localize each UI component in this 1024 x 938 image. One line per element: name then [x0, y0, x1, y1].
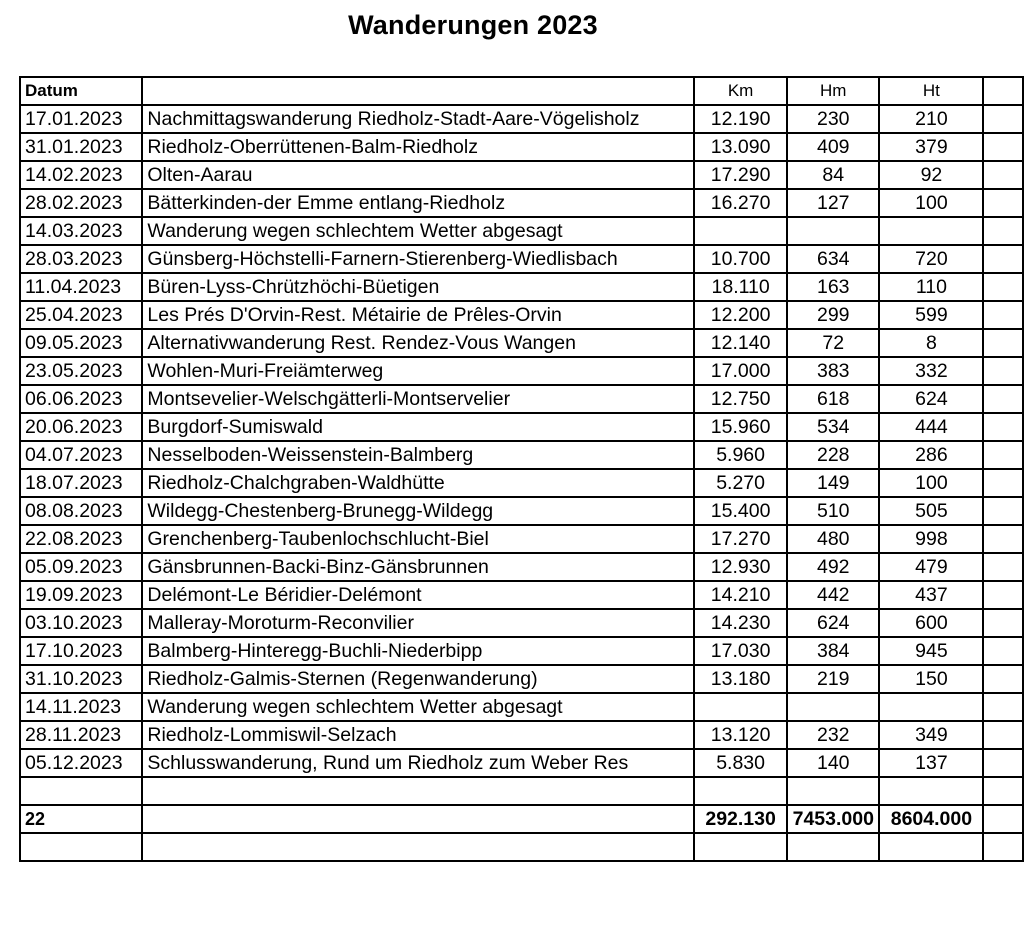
cell-description: Burgdorf-Sumiswald: [142, 413, 694, 441]
cell-date: 31.01.2023: [20, 133, 142, 161]
cell-ht: 8: [879, 329, 983, 357]
blank-row: [20, 833, 1023, 861]
cell-ht: 599: [879, 301, 983, 329]
header-ht: Ht: [879, 77, 983, 105]
cell-date: 17.10.2023: [20, 637, 142, 665]
cell-description: Olten-Aarau: [142, 161, 694, 189]
cell-km: 17.000: [694, 357, 787, 385]
cell-ht: 286: [879, 441, 983, 469]
cell-hm: 230: [787, 105, 879, 133]
cell-hm: 534: [787, 413, 879, 441]
cell-date: 28.02.2023: [20, 189, 142, 217]
header-hm: Hm: [787, 77, 879, 105]
table-row: [20, 133, 1023, 161]
cell-km: 14.230: [694, 609, 787, 637]
page-title: Wanderungen 2023: [348, 10, 598, 40]
table-row: [20, 217, 1023, 245]
blank-row: [20, 777, 1023, 805]
cell-extra: [983, 189, 1023, 217]
cell-description: Wanderung wegen schlechtem Wetter abgesagt: [142, 217, 694, 245]
table-row: [20, 413, 1023, 441]
cell-extra: [983, 245, 1023, 273]
cell-ht: 332: [879, 357, 983, 385]
cell-extra: [983, 805, 1023, 833]
cell-hm: [787, 693, 879, 721]
cell-hm: 384: [787, 637, 879, 665]
cell-ht: 720: [879, 245, 983, 273]
table-header-row: [20, 77, 1023, 105]
hikes-table-body: [20, 77, 1023, 861]
cell-description: Nachmittagswanderung Riedholz-Stadt-Aare-Vögelisholz: [142, 105, 694, 133]
cell-ht: [879, 777, 983, 805]
cell-description: [142, 833, 694, 861]
table-row: [20, 525, 1023, 553]
cell-extra: [983, 497, 1023, 525]
cell-extra: [983, 413, 1023, 441]
cell-description: Gänsbrunnen-Backi-Binz-Gänsbrunnen: [142, 553, 694, 581]
table-row: [20, 665, 1023, 693]
cell-hm: 163: [787, 273, 879, 301]
cell-ht: 210: [879, 105, 983, 133]
cell-km: 5.960: [694, 441, 787, 469]
cell-hm: 480: [787, 525, 879, 553]
cell-hm: 492: [787, 553, 879, 581]
cell-description: Bätterkinden-der Emme entlang-Riedholz: [142, 189, 694, 217]
hikes-table: [19, 76, 1024, 862]
cell-date: 18.07.2023: [20, 469, 142, 497]
cell-ht: 379: [879, 133, 983, 161]
cell-description: [142, 805, 694, 833]
cell-description: [142, 777, 694, 805]
cell-description: Schlusswanderung, Rund um Riedholz zum Weber Res: [142, 749, 694, 777]
cell-extra: [983, 777, 1023, 805]
cell-extra: [983, 665, 1023, 693]
cell-km: 12.140: [694, 329, 787, 357]
cell-hm: 510: [787, 497, 879, 525]
cell-km: [694, 777, 787, 805]
cell-date: 22: [20, 805, 142, 833]
cell-km: 17.290: [694, 161, 787, 189]
cell-description: Günsberg-Höchstelli-Farnern-Stierenberg-Wiedlisbach: [142, 245, 694, 273]
table-row: [20, 469, 1023, 497]
cell-date: 25.04.2023: [20, 301, 142, 329]
cell-ht: [879, 693, 983, 721]
cell-date: 23.05.2023: [20, 357, 142, 385]
cell-hm: 383: [787, 357, 879, 385]
cell-km: 12.190: [694, 105, 787, 133]
table-row: [20, 105, 1023, 133]
cell-km: 15.960: [694, 413, 787, 441]
cell-date: 19.09.2023: [20, 581, 142, 609]
cell-date: 08.08.2023: [20, 497, 142, 525]
cell-extra: [983, 357, 1023, 385]
cell-date: 05.12.2023: [20, 749, 142, 777]
table-row: [20, 749, 1023, 777]
cell-description: Les Prés D'Orvin-Rest. Métairie de Prêles-Orvin: [142, 301, 694, 329]
cell-hm: [787, 777, 879, 805]
cell-km: [694, 693, 787, 721]
cell-hm: 127: [787, 189, 879, 217]
cell-description: Alternativwanderung Rest. Rendez-Vous Wangen: [142, 329, 694, 357]
table-row: [20, 329, 1023, 357]
cell-extra: [983, 105, 1023, 133]
cell-description: Grenchenberg-Taubenlochschlucht-Biel: [142, 525, 694, 553]
cell-extra: [983, 329, 1023, 357]
table-row: [20, 693, 1023, 721]
cell-date: 09.05.2023: [20, 329, 142, 357]
cell-description: Balmberg-Hinteregg-Buchli-Niederbipp: [142, 637, 694, 665]
cell-hm: 219: [787, 665, 879, 693]
cell-date: 06.06.2023: [20, 385, 142, 413]
cell-km: 10.700: [694, 245, 787, 273]
cell-hm: 624: [787, 609, 879, 637]
cell-ht: 998: [879, 525, 983, 553]
cell-extra: [983, 581, 1023, 609]
cell-ht: [879, 833, 983, 861]
cell-km: 16.270: [694, 189, 787, 217]
cell-ht: 600: [879, 609, 983, 637]
cell-extra: [983, 217, 1023, 245]
cell-hm: 232: [787, 721, 879, 749]
cell-hm: 299: [787, 301, 879, 329]
cell-ht: 437: [879, 581, 983, 609]
cell-date: [20, 777, 142, 805]
cell-hm: 634: [787, 245, 879, 273]
table-row: [20, 385, 1023, 413]
cell-description: Riedholz-Oberrüttenen-Balm-Riedholz: [142, 133, 694, 161]
cell-date: [20, 833, 142, 861]
cell-km: 13.090: [694, 133, 787, 161]
header-km: Km: [694, 77, 787, 105]
cell-km: 12.200: [694, 301, 787, 329]
cell-km: 12.930: [694, 553, 787, 581]
cell-ht: [879, 217, 983, 245]
cell-description: Wohlen-Muri-Freiämterweg: [142, 357, 694, 385]
cell-ht: 505: [879, 497, 983, 525]
cell-km: 18.110: [694, 273, 787, 301]
cell-ht: 150: [879, 665, 983, 693]
cell-description: Nesselboden-Weissenstein-Balmberg: [142, 441, 694, 469]
cell-extra: [983, 721, 1023, 749]
table-row: [20, 553, 1023, 581]
cell-km: [694, 833, 787, 861]
cell-date: 11.04.2023: [20, 273, 142, 301]
cell-km: 292.130: [694, 805, 787, 833]
totals-row: [20, 805, 1023, 833]
cell-extra: [983, 525, 1023, 553]
cell-ht: 945: [879, 637, 983, 665]
cell-date: 14.11.2023: [20, 693, 142, 721]
cell-hm: 442: [787, 581, 879, 609]
table-row: [20, 161, 1023, 189]
cell-km: 17.030: [694, 637, 787, 665]
table-row: [20, 721, 1023, 749]
cell-hm: [787, 217, 879, 245]
cell-extra: [983, 693, 1023, 721]
cell-description: Riedholz-Lommiswil-Selzach: [142, 721, 694, 749]
cell-date: 31.10.2023: [20, 665, 142, 693]
table-row: [20, 497, 1023, 525]
table-row: [20, 581, 1023, 609]
cell-date: 28.11.2023: [20, 721, 142, 749]
cell-description: Montsevelier-Welschgätterli-Montservelier: [142, 385, 694, 413]
cell-km: 15.400: [694, 497, 787, 525]
cell-description: Wildegg-Chestenberg-Brunegg-Wildegg: [142, 497, 694, 525]
cell-km: 17.270: [694, 525, 787, 553]
cell-ht: 137: [879, 749, 983, 777]
cell-date: 14.02.2023: [20, 161, 142, 189]
cell-hm: 84: [787, 161, 879, 189]
cell-date: 05.09.2023: [20, 553, 142, 581]
cell-date: 03.10.2023: [20, 609, 142, 637]
table-row: [20, 245, 1023, 273]
cell-extra: [983, 609, 1023, 637]
cell-date: 14.03.2023: [20, 217, 142, 245]
cell-extra: [983, 161, 1023, 189]
cell-km: [694, 217, 787, 245]
cell-extra: [983, 749, 1023, 777]
cell-km: 5.270: [694, 469, 787, 497]
cell-date: 17.01.2023: [20, 105, 142, 133]
cell-date: 20.06.2023: [20, 413, 142, 441]
cell-hm: 228: [787, 441, 879, 469]
cell-ht: 100: [879, 469, 983, 497]
cell-km: 5.830: [694, 749, 787, 777]
table-row: [20, 273, 1023, 301]
cell-ht: 624: [879, 385, 983, 413]
cell-ht: 110: [879, 273, 983, 301]
cell-hm: 7453.000: [787, 805, 879, 833]
cell-extra: [983, 273, 1023, 301]
cell-hm: 149: [787, 469, 879, 497]
cell-description: Wanderung wegen schlechtem Wetter abgesagt: [142, 693, 694, 721]
table-row: [20, 637, 1023, 665]
cell-extra: [983, 385, 1023, 413]
cell-extra: [983, 833, 1023, 861]
header-extra: [983, 77, 1023, 105]
table-row: [20, 357, 1023, 385]
cell-hm: [787, 833, 879, 861]
table-row: [20, 301, 1023, 329]
cell-hm: 409: [787, 133, 879, 161]
cell-date: 28.03.2023: [20, 245, 142, 273]
cell-description: Malleray-Moroturm-Reconvilier: [142, 609, 694, 637]
table-row: [20, 189, 1023, 217]
cell-ht: 444: [879, 413, 983, 441]
cell-description: Riedholz-Galmis-Sternen (Regenwanderung): [142, 665, 694, 693]
cell-date: 22.08.2023: [20, 525, 142, 553]
cell-ht: 8604.000: [879, 805, 983, 833]
cell-km: 12.750: [694, 385, 787, 413]
table-row: [20, 609, 1023, 637]
cell-ht: 349: [879, 721, 983, 749]
cell-extra: [983, 469, 1023, 497]
cell-extra: [983, 637, 1023, 665]
cell-km: 13.180: [694, 665, 787, 693]
cell-extra: [983, 553, 1023, 581]
cell-extra: [983, 301, 1023, 329]
header-date: Datum: [20, 77, 142, 105]
cell-hm: 618: [787, 385, 879, 413]
cell-extra: [983, 441, 1023, 469]
cell-km: 14.210: [694, 581, 787, 609]
cell-date: 04.07.2023: [20, 441, 142, 469]
cell-description: Büren-Lyss-Chrützhöchi-Büetigen: [142, 273, 694, 301]
cell-km: 13.120: [694, 721, 787, 749]
cell-ht: 92: [879, 161, 983, 189]
header-description: [142, 77, 694, 105]
cell-ht: 479: [879, 553, 983, 581]
cell-description: Delémont-Le Béridier-Delémont: [142, 581, 694, 609]
cell-extra: [983, 133, 1023, 161]
cell-hm: 140: [787, 749, 879, 777]
cell-hm: 72: [787, 329, 879, 357]
table-row: [20, 441, 1023, 469]
cell-description: Riedholz-Chalchgraben-Waldhütte: [142, 469, 694, 497]
cell-ht: 100: [879, 189, 983, 217]
